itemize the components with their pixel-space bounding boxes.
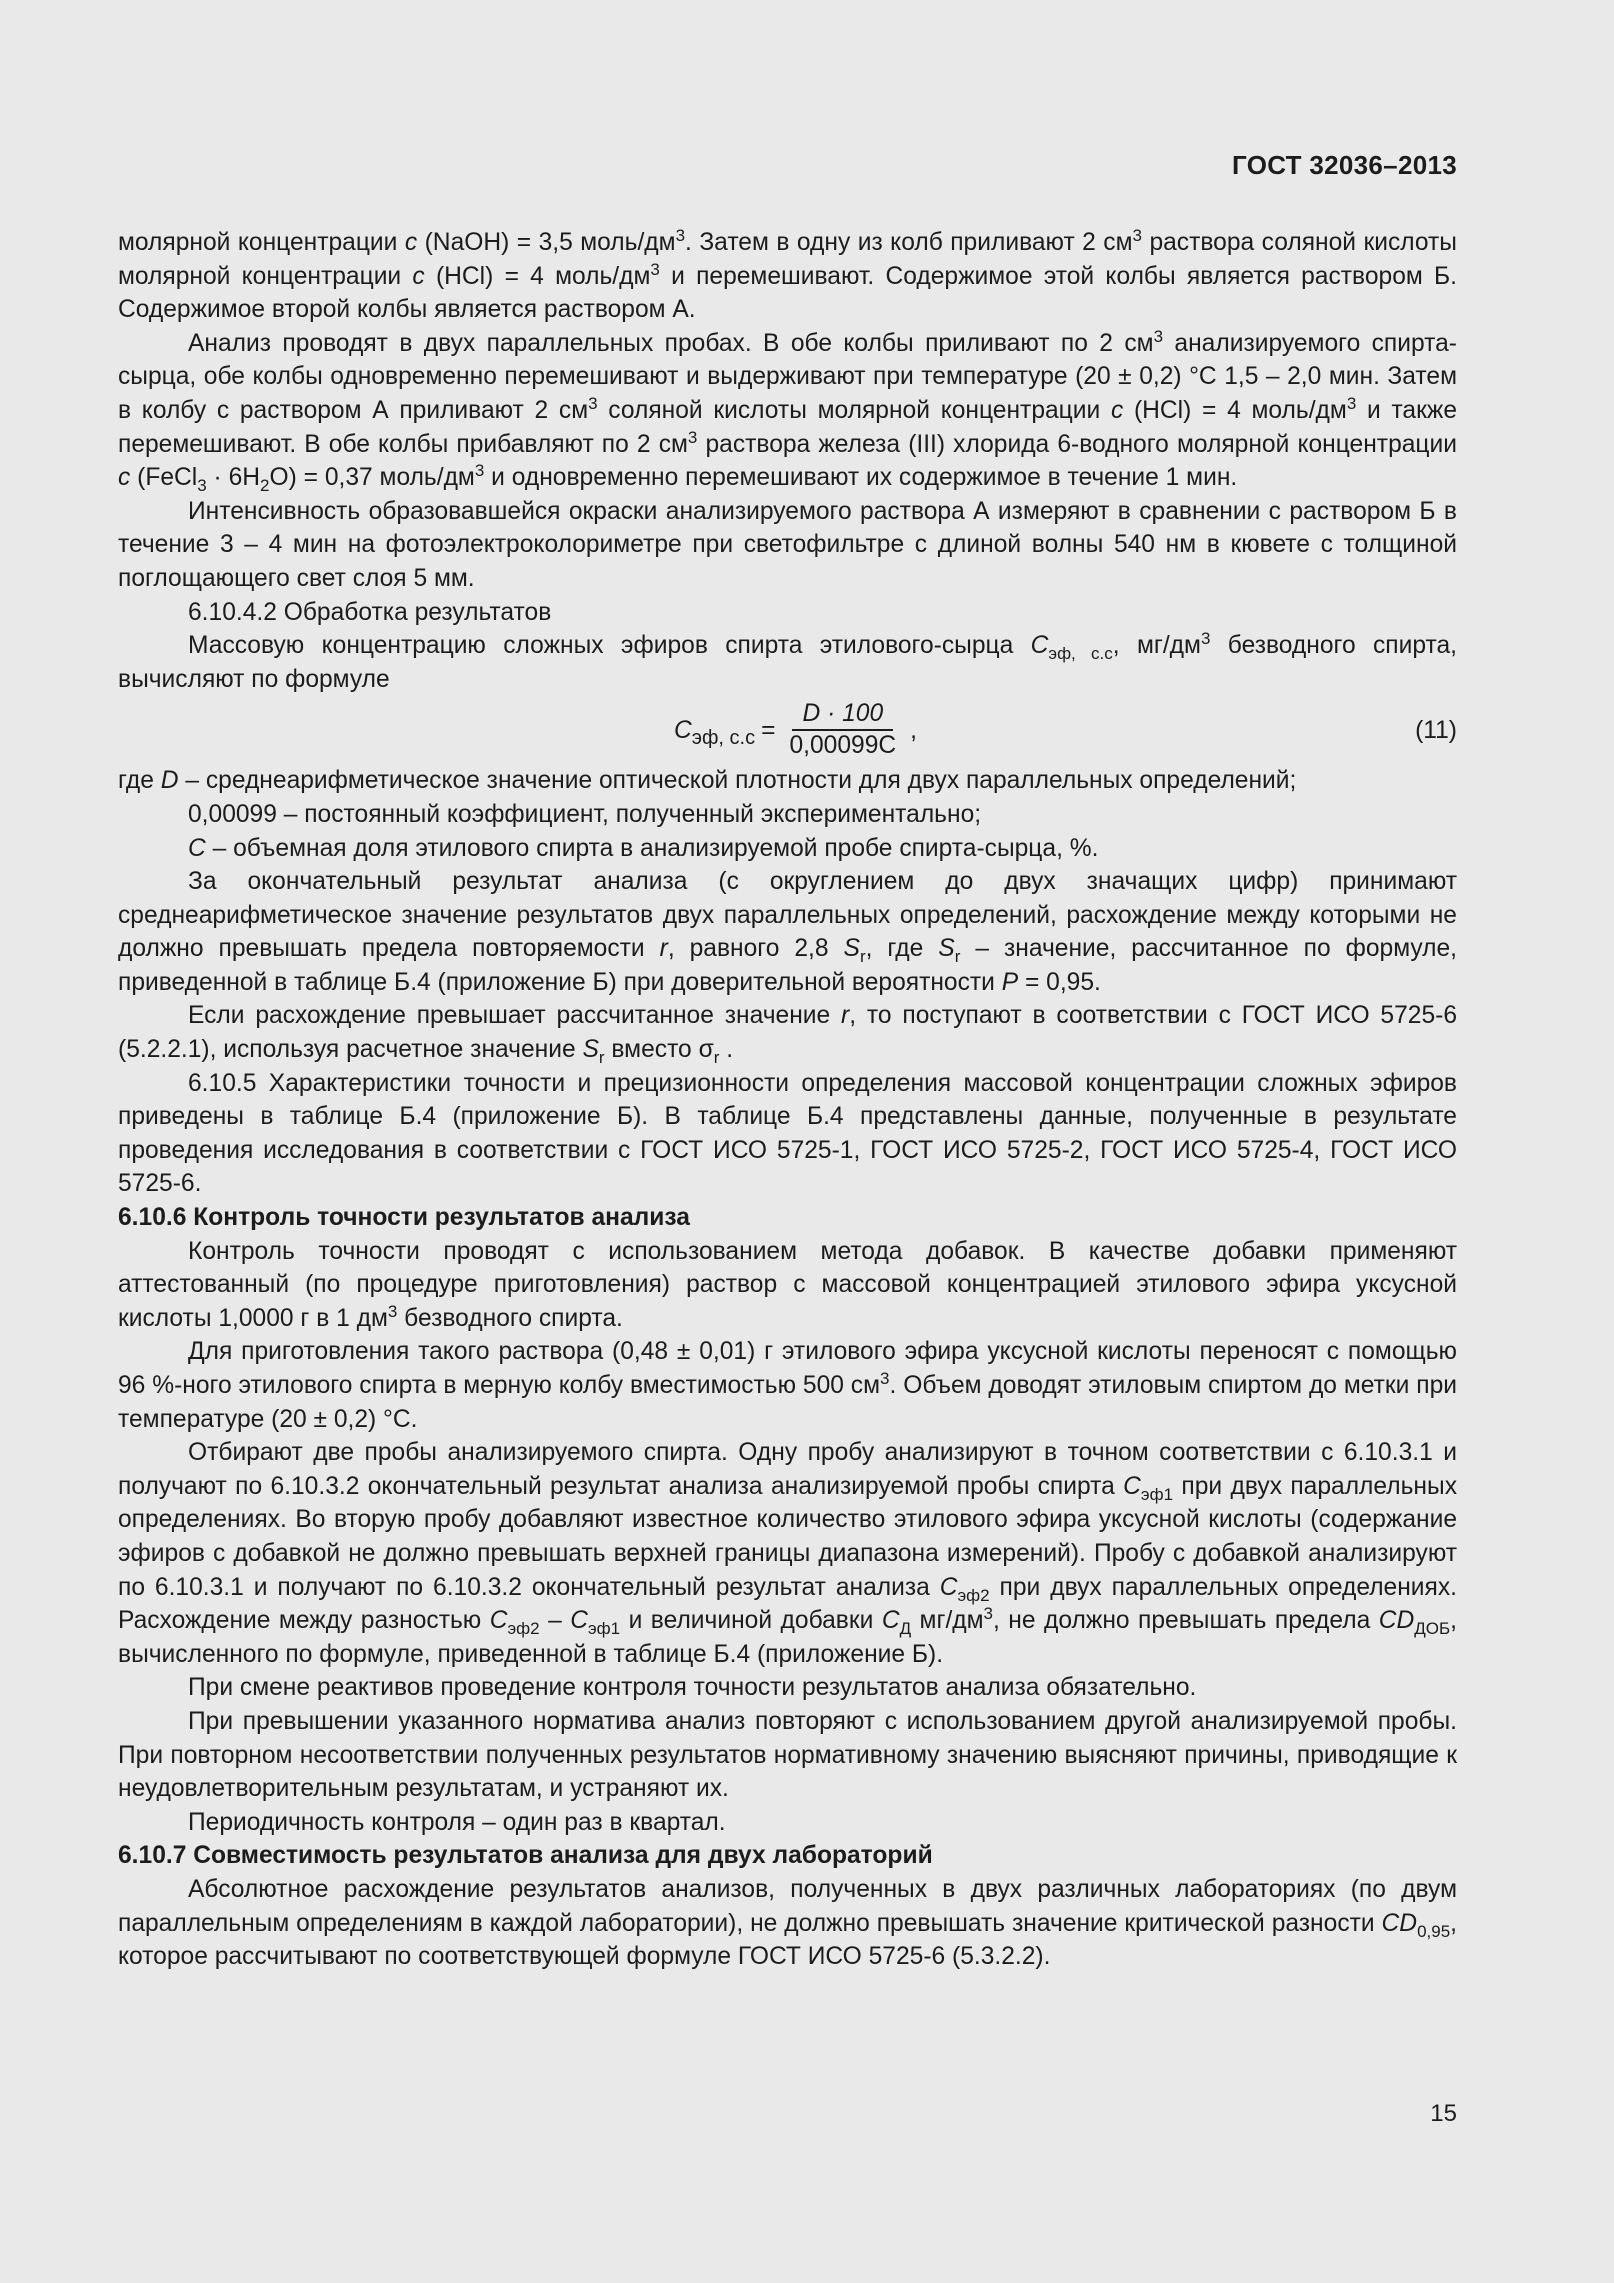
paragraph: За окончательный результат анализа (с округлением до двух значащих цифр) принимают среднеарифметическое значение результатов двух параллельных определений, расхождение между которыми не должно превышать предела повторяемости r, равного 2,8 $S_r$, где $S_r$ – значение, рассчитанное по формуле, приведенной в таблице Б.4 (приложение Б) при доверительной вероятности P = 0,95. — [118, 868, 1457, 996]
section-heading: 6.10.6 Контроль точности результатов анализа — [118, 1204, 690, 1232]
paragraph: молярной концентрации c (NaOH) = 3,5 моль/$дм^3$. Затем в одну из колб приливают 2 $см^3$ раствора соляной кислоты молярной концентрации c (HCl) = 4 моль/$дм^3$ и перемешивают. Содержимое этой колбы является раствором Б. Содержимое второй колбы является раствором А. — [118, 225, 1457, 324]
paragraph: 6.10.5 Характеристики точности и прецизионности определения массовой концентрации сложных эфиров приведены в таблице Б.4 (приложение Б). В таблице Б.4 представлены данные, полученные в результате проведения исследования в соответствии с ГОСТ ИСО 5725-1, ГОСТ ИСО 5725-2, ГОСТ ИСО 5725-4, ГОСТ ИСО 5725-6. — [118, 1069, 1457, 1198]
paragraph: Если расхождение превышает рассчитанное значение r, то поступают в соответствии с ГОСТ ИСО 5725-6 (5.2.2.1), используя расчетное значение $S_r$ вместо $\sigma_r$ . — [118, 1002, 1457, 1067]
formula-legend: 0,00099 – постоянный коэффициент, полученный экспериментально; — [188, 800, 982, 828]
formula-legend: где D – среднеарифметическое значение оптической плотности для двух параллельных определений; — [118, 767, 1297, 795]
document-body — [118, 226, 1457, 1974]
paragraph: Периодичность контроля – один раз в квартал. — [188, 1808, 726, 1836]
paragraph: При превышении указанного норматива анализ повторяют с использованием другой анализируемой пробы. При повторном несоответствии полученных результатов нормативному значению выясняют причины, приводящие к неудовлетворительным результатам, и устраняют их. — [118, 1707, 1457, 1803]
paragraph: Для приготовления такого раствора (0,48 ± 0,01) г этилового эфира уксусной кислоты переносят с помощью 96 %-ного этилового спирта в мерную колбу вместимостью 500 $см^3$. Объем доводят этиловым спиртом до метки при температуре (20 ± 0,2) °С. — [118, 1338, 1457, 1433]
formula-legend: C – объемная доля этилового спирта в анализируемой пробе спирта-сырца, %. — [188, 834, 1099, 862]
page-number: 15 — [1430, 2100, 1457, 2127]
fraction-denominator: 0,00099C — [789, 732, 897, 760]
paragraph: Интенсивность образовавшейся окраски анализируемого раствора А измеряют в сравнении с раствором Б в течение 3 – 4 мин на фотоэлектроколориметре при светофильтре с длиной волны 540 нм в кювете с толщиной поглощающего свет слоя 5 мм. — [118, 497, 1457, 592]
section-heading: 6.10.7 Совместимость результатов анализа для двух лабораторий — [118, 1842, 933, 1870]
fraction-numerator: D · 100 — [792, 699, 893, 731]
formula-11 — [118, 698, 1457, 762]
subsection-heading: 6.10.4.2 Обработка результатов — [188, 598, 552, 626]
paragraph: Массовую концентрацию сложных эфиров спирта этилового-сырца $C_{эф, с.с}$, $мг/дм^3$ безводного спирта, вычисляют по формуле — [118, 628, 1457, 693]
paragraph: При смене реактивов проведение контроля точности результатов анализа обязательно. — [188, 1674, 1197, 1702]
paragraph: Отбирают две пробы анализируемого спирта. Одну пробу анализируют в точном соответствии с 6.10.3.1 и получают по 6.10.3.2 окончательный результат анализа анализируемой пробы спирта $C_{эф1}$ при двух параллельных определениях. Во вторую пробу добавляют известное количество этилового эфира уксусной кислоты (содержание эфиров с добавкой не должно превышать верхней границы диапазона измерений). Пробу с добавкой анализируют по 6.10.3.1 и получают по 6.10.3.2 окончательный результат анализа $C_{эф2}$ при двух параллельных определениях. Расхождение между разностью $C_{эф2} - C_{эф1}$ и величиной добавки $C_Д$ $мг/дм^3$, не должно превышать предела $CD_{ДОБ}$, вычисленного по формуле, приведенной в таблице Б.4 (приложение Б). — [118, 1439, 1457, 1668]
paragraph: Контроль точности проводят с использованием метода добавок. В качестве добавки применяют аттестованный (по процедуре приготовления) раствор с массовой концентрацией этилового эфира уксусной кислоты 1,0000 г в 1 $дм^3$ безводного спирта. — [118, 1237, 1457, 1332]
paragraph: Анализ проводят в двух параллельных пробах. В обе колбы приливают по 2 $см^3$ анализируемого спирта-сырца, обе колбы одновременно перемешивают и выдерживают при температуре (20 ± 0,2) °С 1,5 – 2,0 мин. Затем в колбу с раствором А приливают 2 $см^3$ соляной кислоты молярной концентрации c (HCl) = 4 моль/$дм^3$ и также перемешивают. В обе колбы прибавляют по 2 $см^3$ раствора железа (III) хлорида 6-водного молярной концентрации c (FeCl$_3$ · $6H_2O) = 0,37$ моль/$дм^3$ и одновременно перемешивают их содержимое в течение 1 мин. — [118, 326, 1457, 496]
document-code-header: ГОСТ 32036–2013 — [1232, 150, 1457, 180]
formula-number: (11) — [1415, 717, 1457, 745]
paragraph: Абсолютное расхождение результатов анализов, полученных в двух различных лабораториях (по двум параллельным определениям в каждой лаборатории), не должно превышать значение критической разности $CD_{0,95}$, которое рассчитывают по соответствующей формуле ГОСТ ИСО 5725-6 (5.3.2.2). — [118, 1875, 1457, 1971]
formula-expression: $C_{эф, с.с}$ = $\frac{D \cdot 100}{0,00099C}$ , — [674, 700, 917, 760]
fraction — [779, 699, 906, 761]
